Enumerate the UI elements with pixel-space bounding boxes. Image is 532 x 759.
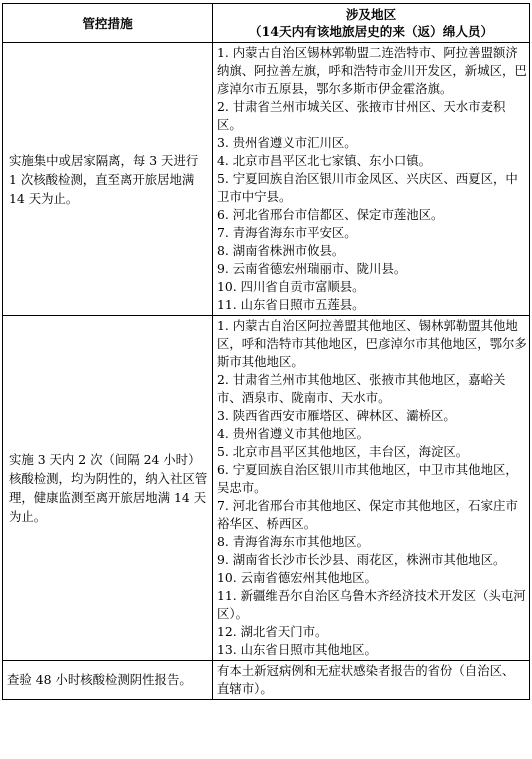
area-item: 5. 宁夏回族自治区银川市金凤区、兴庆区、西夏区，中卫市中宁县。 (217, 171, 518, 204)
area-item: 6. 宁夏回族自治区银川市其他地区，中卫市其他地区，吴忠市。 (217, 462, 518, 495)
table-row (3, 661, 530, 700)
area-item: 11. 山东省日照市五莲县。 (217, 297, 365, 312)
area-item: 10. 四川省自贡市富顺县。 (217, 279, 365, 294)
measure-cell: 实施 3 天内 2 次（间隔 24 小时）核酸检测，均为阴性的，纳入社区管理，健康监测至离开旅居地满 14 天为止。 (3, 316, 213, 661)
header-areas-title: 涉及地区 (345, 7, 397, 22)
area-item: 2. 甘肃省兰州市城关区、张掖市甘州区、天水市麦积区。 (217, 99, 506, 132)
area-item: 2. 甘肃省兰州市其他地区、张掖市其他地区，嘉峪关市、酒泉市、陇南市、天水市。 (217, 372, 506, 405)
area-item: 8. 湖南省株洲市攸县。 (217, 243, 345, 258)
header-measures: 管控措施 (3, 4, 213, 43)
area-item: 4. 北京市昌平区北七家镇、东小口镇。 (217, 153, 432, 168)
areas-cell (213, 661, 530, 700)
table-row (3, 43, 530, 316)
table-row (3, 316, 530, 661)
header-areas-subtitle: （14天内有该地旅居史的来（返）绵人员） (248, 24, 494, 39)
area-item: 3. 贵州省遵义市汇川区。 (217, 135, 357, 150)
area-item: 8. 青海省海东市其他地区。 (217, 534, 370, 549)
areas-cell (213, 316, 530, 661)
area-item: 11. 新疆维吾尔自治区乌鲁木齐经济技术开发区（头屯河区）。 (217, 588, 526, 621)
area-item: 3. 陕西省西安市雁塔区、碑林区、灞桥区。 (217, 408, 456, 423)
area-item: 7. 青海省海东市平安区。 (217, 225, 357, 240)
area-item: 1. 内蒙古自治区锡林郭勒盟二连浩特市、阿拉善盟额济纳旗、阿拉善左旗，呼和浩特市金川开发区，新城区，巴彦淖尔市五原县，鄂尔多斯市伊金霍洛旗。 (217, 45, 527, 96)
area-item: 9. 湖南省长沙市长沙县、雨花区，株洲市其他地区。 (217, 552, 506, 567)
area-item: 9. 云南省德宏州瑞丽市、陇川县。 (217, 261, 407, 276)
area-item: 1. 内蒙古自治区阿拉善盟其他地区、锡林郭勒盟其他地区，呼和浩特市其他地区，巴彦淖尔市其他地区，鄂尔多斯市其他地区。 (217, 318, 527, 369)
header-areas (213, 4, 530, 43)
area-item: 7. 河北省邢台市其他地区、保定市其他地区，石家庄市裕华区、桥西区。 (217, 498, 518, 531)
area-item: 5. 北京市昌平区其他地区，丰台区，海淀区。 (217, 444, 469, 459)
control-measures-table (2, 3, 530, 700)
area-item: 6. 河北省邢台市信都区、保定市莲池区。 (217, 207, 444, 222)
header-row (3, 4, 530, 43)
areas-cell (213, 43, 530, 316)
area-item: 10. 云南省德宏州其他地区。 (217, 570, 377, 585)
area-item: 12. 湖北省天门市。 (217, 624, 328, 639)
measure-cell: 实施集中或居家隔离，每 3 天进行 1 次核酸检测，直至离开旅居地满 14 天为止。 (3, 43, 213, 316)
area-item: 4. 贵州省遵义市其他地区。 (217, 426, 370, 441)
area-item: 有本土新冠病例和无症状感染者报告的省份（自治区、直辖市）。 (217, 663, 515, 696)
measure-cell: 查验 48 小时核酸检测阴性报告。 (3, 661, 213, 700)
area-item: 13. 山东省日照市其他地区。 (217, 642, 377, 657)
